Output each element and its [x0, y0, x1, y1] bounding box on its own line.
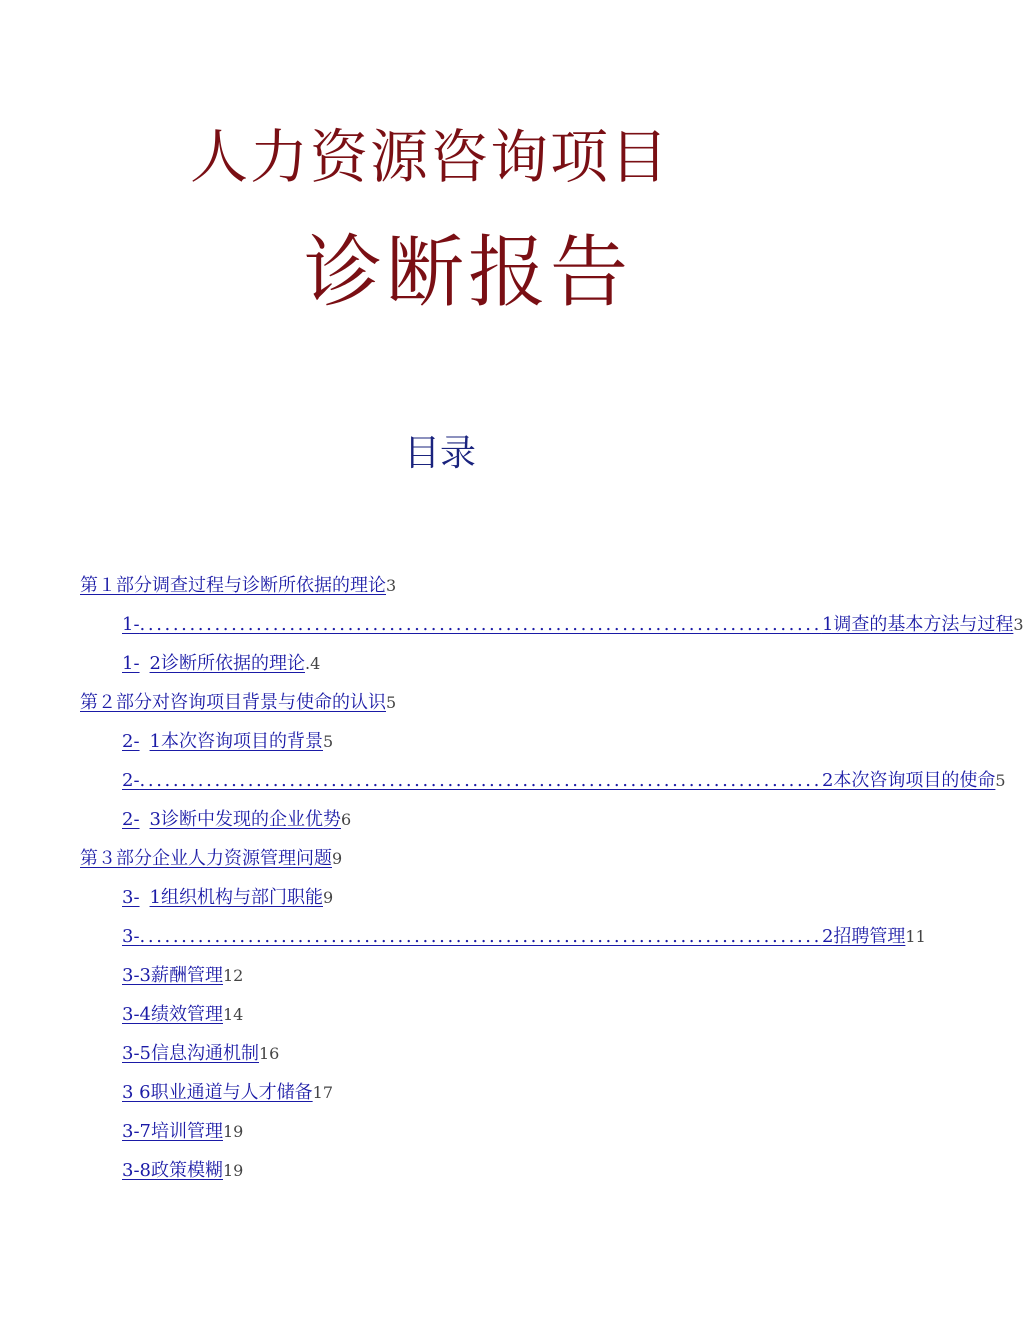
toc-link-prefix[interactable]: 2- — [122, 770, 140, 791]
toc-link[interactable]: 3-8政策模糊 — [122, 1160, 223, 1181]
toc-link[interactable]: 3诊断中发现的企业优势 — [149, 809, 341, 830]
toc-page-number: 3 — [1013, 615, 1024, 634]
toc-link[interactable]: 3-7培训管理 — [122, 1121, 223, 1142]
toc-link-prefix[interactable]: 3- — [122, 887, 140, 908]
toc-link[interactable]: 3 6职业通道与人才储备 — [122, 1082, 313, 1103]
toc-entry-3-2[interactable] — [122, 923, 926, 951]
toc-page-number: 5 — [386, 693, 397, 712]
toc-leader-dots: .................................................................................. — [139, 614, 822, 635]
toc-link[interactable]: 第１部分调查过程与诊断所依据的理论 — [80, 575, 386, 596]
toc-link[interactable]: 第３部分企业人力资源管理问题 — [80, 848, 332, 869]
toc-page-number: 19 — [223, 1122, 244, 1141]
toc-entry-3-6[interactable] — [122, 1079, 333, 1107]
toc-page-number: 9 — [332, 849, 343, 868]
toc-leader-dots: .................................................................................. — [139, 770, 822, 791]
toc-link[interactable]: 1本次咨询项目的背景 — [149, 731, 323, 752]
toc-link[interactable]: 3-5信息沟通机制 — [122, 1043, 259, 1064]
toc-entry-part-2[interactable] — [80, 689, 396, 717]
toc-page-number: 5 — [995, 771, 1006, 790]
toc-entry-1-2[interactable] — [122, 650, 320, 678]
toc-page-number: .4 — [305, 654, 321, 673]
toc-link-prefix[interactable]: 2- — [122, 731, 140, 752]
toc-heading: 目录 — [404, 433, 477, 474]
toc-entry-3-7[interactable] — [122, 1118, 243, 1146]
toc-page-number: 11 — [905, 927, 926, 946]
report-title-line2: 诊断报告 — [304, 228, 633, 318]
toc-page-number: 16 — [259, 1044, 280, 1063]
toc-entry-part-1[interactable] — [80, 572, 396, 600]
toc-link-prefix[interactable]: 1- — [122, 653, 140, 674]
toc-entry-2-2[interactable] — [122, 767, 1006, 795]
toc-entry-3-4[interactable] — [122, 1001, 243, 1029]
toc-page-number: 19 — [223, 1161, 244, 1180]
toc-link[interactable]: 3-4绩效管理 — [122, 1004, 223, 1025]
toc-page-number: 17 — [312, 1083, 333, 1102]
toc-page-number: 12 — [223, 966, 244, 985]
toc-link-prefix[interactable]: 3- — [122, 926, 140, 947]
toc-link[interactable]: 1组织机构与部门职能 — [149, 887, 323, 908]
toc-link[interactable]: 1调查的基本方法与过程 — [821, 614, 1014, 635]
toc-page-number: 5 — [323, 732, 334, 751]
toc-entry-3-3[interactable] — [122, 962, 243, 990]
toc-link[interactable]: 2招聘管理 — [821, 926, 906, 947]
toc-link-prefix[interactable]: 1- — [122, 614, 140, 635]
toc-page-number: 3 — [386, 576, 397, 595]
toc-entry-3-8[interactable] — [122, 1157, 243, 1185]
toc-page-number: 14 — [223, 1005, 244, 1024]
toc-link[interactable]: 2诊断所依据的理论 — [149, 653, 305, 674]
toc-link[interactable]: 第２部分对咨询项目背景与使命的认识 — [80, 692, 386, 713]
toc-entry-2-1[interactable] — [122, 728, 333, 756]
toc-entry-1-1[interactable] — [122, 611, 1024, 639]
toc-entry-3-5[interactable] — [122, 1040, 279, 1068]
report-title-line1: 人力资源咨询项目 — [190, 123, 671, 191]
toc-page-number: 6 — [341, 810, 352, 829]
toc-entry-2-3[interactable] — [122, 806, 351, 834]
toc-link[interactable]: 3-3薪酬管理 — [122, 965, 223, 986]
toc-link-prefix[interactable]: 2- — [122, 809, 140, 830]
toc-entry-part-3[interactable] — [80, 845, 342, 873]
toc-page-number: 9 — [323, 888, 334, 907]
toc-leader-dots: .................................................................................. — [139, 926, 822, 947]
toc-entry-3-1[interactable] — [122, 884, 333, 912]
toc-link[interactable]: 2本次咨询项目的使命 — [821, 770, 996, 791]
